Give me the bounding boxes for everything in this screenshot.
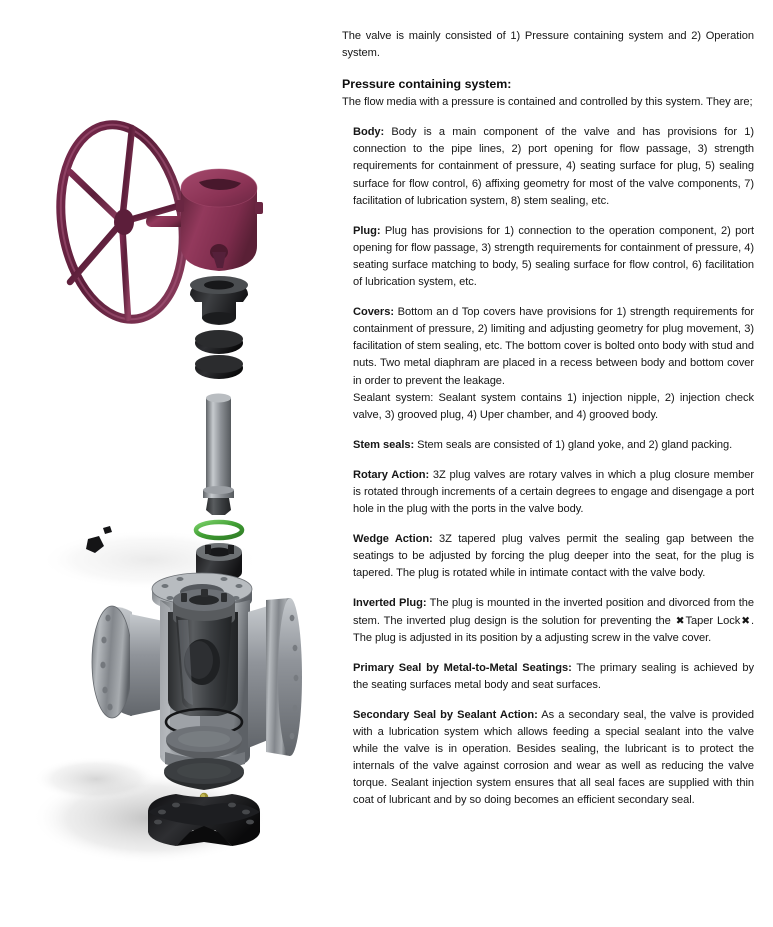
text-covers: Bottom an d Top covers have provisions for 1) strength requirements for containment of pressure, 2) limiting and adjusting geometry for plug movement, 3) facilitation of stem sealing, etc. The bottom cover is bolted onto body with stud and nuts. Two metal diaphram are placed in a recess between body and bottom cover in order to prevent the leakage. xyxy=(353,306,754,387)
plug-part-drawn xyxy=(173,589,235,713)
pressure-system-intro: The flow media with a pressure is contained and controlled by this system. They are; xyxy=(342,96,753,109)
text-stem-seals: Stem seals are consisted of 1) gland yoke, and 2) gland packing. xyxy=(414,438,733,451)
text-rotary-action: 3Z plug valves are rotary valves in which a plug closure member is rotated through increments of a certain degrees to engage and disengage a port hole in the plug with the ports in the valve body. xyxy=(353,468,754,516)
gland-yoke xyxy=(190,276,248,325)
text-inverted-plug-before: The plug is mounted in the inverted position and divorced from the stem. The inverted plug design is the solution for preventing the xyxy=(353,597,754,627)
paragraph-plug xyxy=(342,223,754,291)
paragraph-body xyxy=(342,124,754,209)
lead-inverted-plug: Inverted Plug: xyxy=(353,597,427,610)
quoted-term-taper-lock: Taper Lock xyxy=(685,614,741,627)
gearbox-housing xyxy=(146,169,263,271)
exploded-valve-diagram xyxy=(0,0,338,927)
paragraph-sealant-system: Sealant system: Sealant system contains 1) injection nipple, 2) injection check valve, 3) grooved plug, 4) Uper chamber, and 4) grooved body. xyxy=(353,391,754,421)
paragraph-inverted-plug xyxy=(342,595,754,646)
text-inverted-plug-after: . The plug is adjusted in its position by a adjusting screw in the valve cover. xyxy=(353,614,754,644)
lead-body: Body: xyxy=(353,126,385,139)
stem xyxy=(203,394,234,516)
valve-figure-column xyxy=(0,0,338,927)
lead-wedge-action: Wedge Action: xyxy=(353,533,433,546)
close-quote-x-glyph-icon: ✖ xyxy=(741,614,750,627)
lead-covers: Covers: xyxy=(353,306,394,319)
lead-plug: Plug: xyxy=(353,224,381,237)
text-secondary-seal: As a secondary seal, the valve is provided with a lubrication system which allows feeding a special sealant into the valve while the valve is in operation. Besides sealing, the lubricant is to protect the internals of the valve against corrosion and wear as well as reducing the valve torque. Sealant injection system ensures that all seal faces are supplied with thin coat of lubricant and by so doing becomes an efficient secondary seal. xyxy=(353,708,754,807)
lead-stem-seals: Stem seals: xyxy=(353,438,415,451)
text-plug: Plug has provisions for 1) connection to the operation component, 2) port opening for flow passage, 3) strength requirements for containment of pressure, 4) seating surface matching to body, 5) sealing surface for flow control, 6) facilitation of lubrication system, etc. xyxy=(353,224,754,289)
open-quote-x-glyph-icon: ✖ xyxy=(675,614,685,627)
paragraph-secondary-seal xyxy=(342,707,754,810)
paragraph-stem-seals xyxy=(342,437,754,454)
lead-primary-seal: Primary Seal by Metal-to-Metal Seatings: xyxy=(353,661,572,674)
intro-paragraph: The valve is mainly consisted of 1) Pressure containing system and 2) Operation system. xyxy=(342,30,754,60)
text-primary-seal: The primary sealing is achieved by the seating surfaces metal body and seat surfaces. xyxy=(353,661,754,691)
bottom-cover xyxy=(148,794,260,846)
heading-pressure-containing-system: Pressure containing system: xyxy=(342,77,512,92)
text-wedge-action: 3Z tapered plug valves permit the sealing gap between the seatings to be adjusted by forcing the plug deeper into the seat, for the plug is tapered. The plug is rotated while in intimate contact with the valve body. xyxy=(353,533,755,580)
gland-packing-ring-1 xyxy=(195,330,243,354)
lead-secondary-seal: Secondary Seal by Sealant Action: xyxy=(353,708,538,721)
paragraph-primary-seal xyxy=(342,660,754,694)
stem-oring xyxy=(196,522,242,538)
gland-packing-ring-2 xyxy=(195,355,243,379)
lead-rotary-action: Rotary Action: xyxy=(353,468,430,481)
body-text-column xyxy=(338,0,773,927)
text-body: Body is a main component of the valve and has provisions for 1) connection to the pipe lines, 2) port opening for flow passage, 3) strength requirements for containment of pressure, 4) seating surface for plug, 5) sealing surface for flow control, 6) affixing geometry for most of the valve components, 7) facilitation of lubrication system, 8) stem sealing, etc. xyxy=(353,126,754,207)
paragraph-wedge-action xyxy=(342,531,754,582)
paragraph-covers xyxy=(342,304,754,389)
paragraph-rotary-action xyxy=(342,467,754,518)
